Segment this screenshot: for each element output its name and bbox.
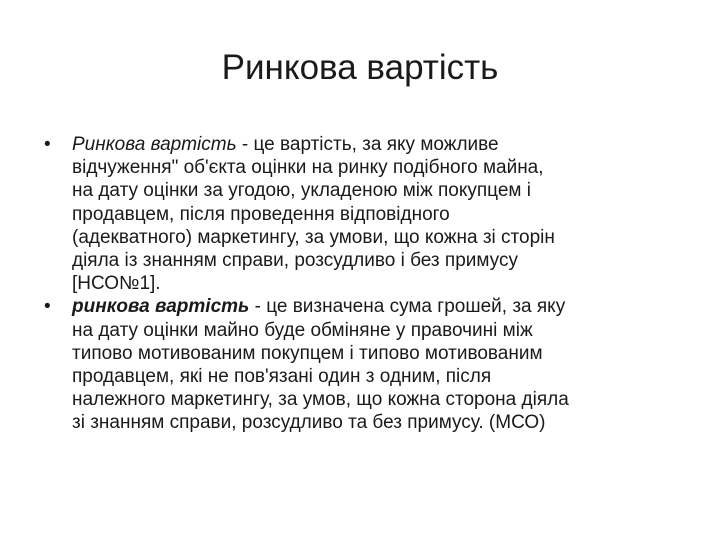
bullet-line [72,133,692,156]
bullet-text: - це вартість, за яку можливе [236,134,499,155]
bullet-marker: • [44,134,51,155]
bullet-item-1 [44,133,692,295]
bullet-line: зі знанням справи, розсудливо та без примусу. (МСО) [72,412,546,434]
bullet-term: ринкова вартість [72,296,250,318]
bullet-line: продавцем, після проведення відповідного [72,203,450,225]
bullet-term: Ринкова вартість [72,134,237,155]
slide-title: Ринкова вартість [221,48,499,87]
bullet-text: - це визначена сума грошей, за яку [249,296,566,318]
bullet-line: [НСО№1]. [72,273,161,295]
bullet-line: на дату оцінки за угодою, укладеною між покупцем і [72,180,531,202]
bullet-line [72,295,692,318]
bullet-line: на дату оцінки майно буде обміняне у правочині між [72,319,533,341]
bullet-line: відчуження" об'єкта оцінки на ринку подібного майна, [72,157,544,179]
bullet-item-2 [44,295,692,434]
bullet-line: (адекватного) маркетингу, за умови, що кожна зі сторін [72,226,555,248]
bullet-line: діяла із знанням справи, розсудливо і без примусу [72,250,518,272]
bullet-marker: • [44,296,51,318]
bullet-list [44,133,692,435]
bullet-line: типово мотивованим покупцем і типово мотивованим [72,342,543,364]
bullet-line: належного маркетингу, за умов, що кожна сторона діяла [72,389,569,411]
bullet-line: продавцем, які не пов'язані один з одним, після [72,366,492,388]
